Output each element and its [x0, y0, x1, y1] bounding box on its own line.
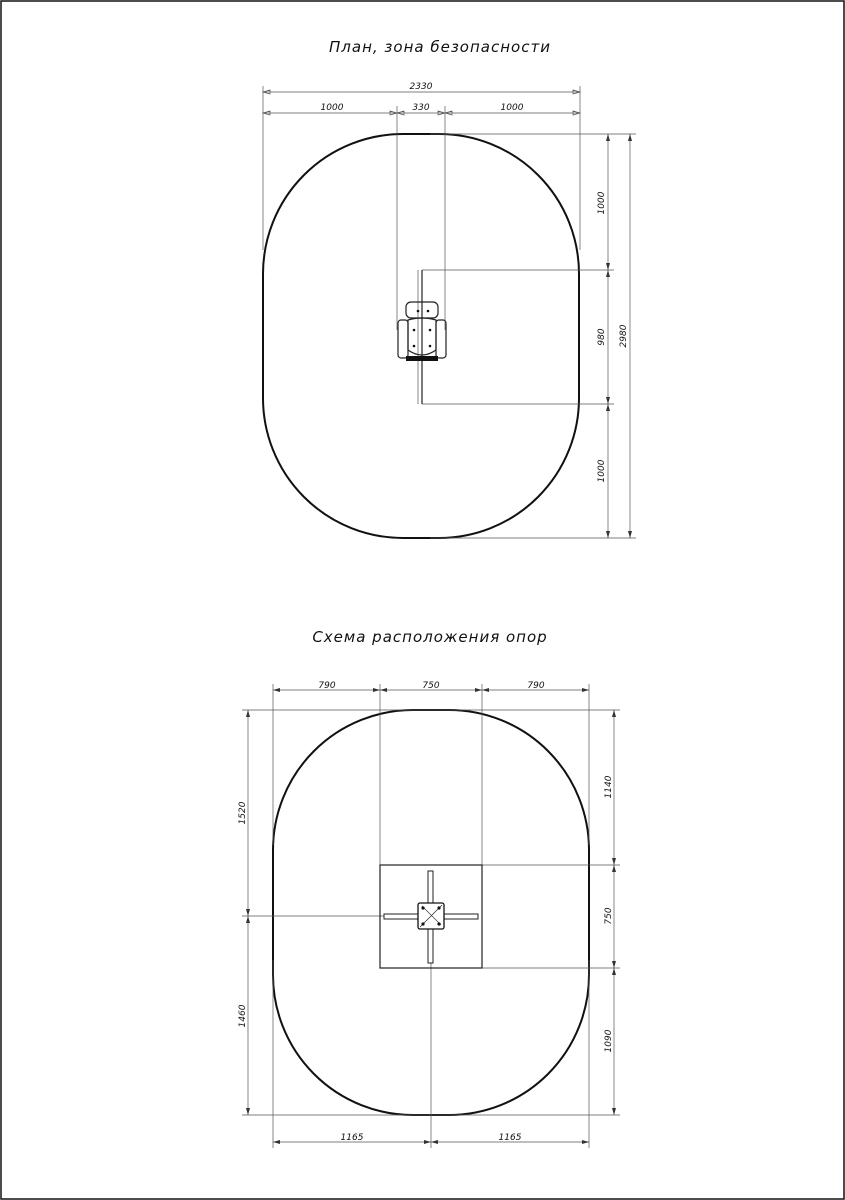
- plan-title: План, зона безопасности: [329, 38, 551, 56]
- plan-dim-left: 1000: [320, 103, 344, 113]
- support-arm-left: [384, 914, 419, 919]
- plan-dim-top: 1000: [597, 191, 607, 215]
- supports-dim-right-mid: 750: [604, 907, 614, 925]
- supports-foundation: [380, 865, 482, 968]
- supports-top-dimensions: [273, 681, 589, 865]
- supports-right-dimensions: [430, 710, 620, 1115]
- plan-dim-total-height: 2980: [619, 324, 629, 348]
- support-arm-bottom: [428, 926, 433, 963]
- plan-equipment: [398, 270, 446, 404]
- plan-dim-right: 1000: [500, 103, 524, 113]
- supports-dim-left-top: 1520: [238, 801, 248, 825]
- plan-safety-zone: [263, 134, 579, 538]
- equipment-back: [398, 320, 408, 358]
- support-arm-top: [428, 871, 433, 907]
- supports-dim-right-bottom: 1090: [604, 1029, 614, 1053]
- supports-title: Схема расположения опор: [312, 628, 548, 646]
- supports-dim-center: 750: [422, 681, 440, 691]
- supports-left-dimensions: [238, 710, 430, 1115]
- supports-dim-right: 790: [527, 681, 545, 691]
- sheet-border: [1, 1, 844, 1199]
- supports-dim-left-bottom: 1460: [238, 1004, 248, 1028]
- supports-dim-bottom-right: 1165: [498, 1133, 522, 1143]
- plan-dim-middle: 980: [597, 328, 607, 346]
- supports-dim-bottom-left: 1165: [340, 1133, 364, 1143]
- equipment-footrest: [406, 356, 438, 361]
- plan-right-dimensions: [422, 134, 636, 538]
- plan-dim-total-width: 2330: [409, 82, 433, 92]
- plan-dim-center: 330: [412, 103, 430, 113]
- support-arm-right: [443, 914, 478, 919]
- supports-dim-right-top: 1140: [604, 775, 614, 799]
- plan-dim-bottom: 1000: [597, 459, 607, 483]
- supports-dim-left: 790: [318, 681, 336, 691]
